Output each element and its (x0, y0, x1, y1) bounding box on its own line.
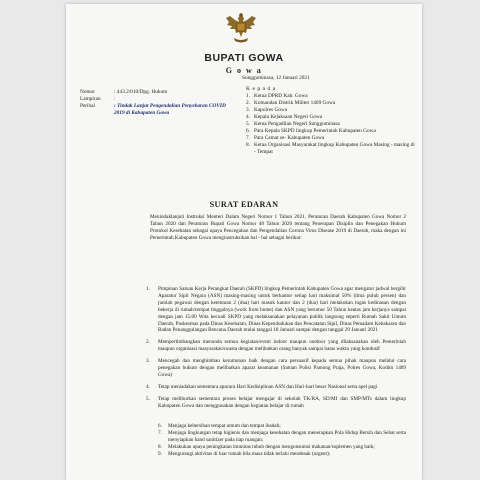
place-name: G o w a (225, 66, 263, 75)
item-number: 3. (146, 358, 150, 365)
item-text: Tetap meliburkan sementara proses belajar mengajar di sekolah TK/RA, SD/MI dan SMP/MTs dalam lingkup Kabupaten Gowa dan menggunakan dengan kegiatan belajar di rumah (158, 395, 406, 409)
item-number: 9. (158, 450, 162, 457)
garuda-emblem-icon (224, 10, 258, 46)
lampiran-label: Lampiran (80, 96, 101, 102)
list-item (246, 135, 416, 142)
list-item (146, 396, 406, 410)
recipient-name: Ketua Pengadilan Negeri Sungguminasa (254, 121, 340, 127)
recipient-number: 5. (246, 121, 250, 127)
letter-meta (80, 89, 230, 117)
intro-paragraph: Menindaklanjuti Instruksi Menteri Dalam Negeri Nomor 1 Tahun 2021, Peraturan Daerah Kabupaten Gowa Nomor 2 Tahun 2020 dan Peraturan Bupati Gowa Nomor 48 Tahun 2020 tentang Penerapan Disiplin dan Penegakan Hukum Protokol Kesehatan sebagai upaya Pencegahan dan Pengendalian Corona Virus Disease 2019 di Daerah, maka dengan ini Pemerintah Kabupaten Gowa menginstruksikan hal - hal sebagai berikut: (150, 214, 406, 241)
recipient-name: Para Camat se- Kabupaten Gowa (254, 135, 325, 141)
list-item (246, 100, 416, 107)
list-item (246, 142, 416, 156)
recipient-number: 1. (246, 93, 250, 99)
list-item (146, 286, 406, 334)
recipient-name: Komandan Distrik Militer 1409 Gowa (254, 100, 336, 106)
perihal-row (80, 103, 230, 117)
health-measures-list (158, 423, 406, 458)
list-item (158, 430, 406, 444)
recipient-list (246, 93, 416, 156)
perihal-value: : Tindak Lanjut Pengendalian Penyebaran COVID 2019 di Kabupaten Gowa (114, 103, 226, 116)
lampiran-value: : (114, 96, 116, 102)
list-item (246, 121, 416, 128)
recipient-number: 3. (246, 107, 250, 113)
item-number: 5. (146, 395, 150, 402)
recipient-number: 6. (246, 128, 250, 134)
item-number: 4. (146, 383, 150, 390)
recipient-name: Kepala Kejaksaan Negeri Gowa (254, 114, 323, 120)
item-text: Tetap meniadakan sementara apacara Hari Kedisiplinan ASN dan Hari-hari besar Nasional serta apel pagi (158, 383, 378, 390)
item-text: Mempertimbangkan menunda semua kegiatan/event indoor maupun outdoor yang dilaksanakan oleh Pemerintah maupun organisasi masyarakat/swasta dengan melibatkan orang banyak sampai batas waktu yang kondusif (158, 339, 406, 353)
list-item (146, 358, 406, 379)
letter-page (66, 4, 422, 480)
item-number: 7. (158, 429, 162, 436)
nomor-label: Nomor (80, 89, 96, 95)
list-item (158, 423, 406, 430)
recipient-name: Ketua DPRD Kab. Gowa (254, 93, 308, 99)
authority-title: BUPATI GOWA (204, 52, 284, 64)
recipient-name: Para Kepala SKPD lingkup Pemerintah Kabupaten Gowa (254, 128, 376, 134)
list-item (146, 339, 406, 353)
letter-date: Sungguminasa, 12 Januari 2021 (242, 75, 310, 81)
list-item (158, 444, 406, 451)
item-number: 6. (158, 423, 162, 429)
item-text: Melakukan upaya peningkatan imunitas tubuh dengan mengonsumsi makanan/suplemen yang baik; (168, 443, 375, 450)
recipient-name: Ketua Organisasi Masyarakat lingkup Kabupaten Gowa Masing - masing di - Tempat (254, 142, 415, 155)
document-title: SURAT EDARAN (209, 200, 279, 209)
perihal-label: Perihal (80, 103, 96, 109)
list-item (146, 384, 406, 391)
recipient-number: 7. (246, 135, 250, 141)
nomor-value: : 443.2/010/Dpg. Hukum (114, 89, 168, 95)
item-text: Pimpinan Satuan Kerja Perangkat Daerah (SKPD) lingkup Pemerintah Kabupaten Gowa agar mengatur jadwal bergilir Aparatur Sipil Negara (ASN) masing-masing untuk berkantor setiap hari maksimal 50% (lima puluh persen) dan jumlah pegawai dengan ketentuan 2 (dua) hari masuk kantor dan 2 (dua) hari melakukan tugas kedinasan dengan bekerja di rumah/tempat tinggalnya (work from home) dan ASN yang berumur 50 Tahun keatas jam kerjanya sampai dengan jam 15:00 Wita kecuali SKPD yang melaksanakan pelayanan publik langsung seperti Rumah Sakit Umum Daerah, Puskesmas pada Dinas Kesehatan, Dinas Kependudukan dan Pencatatan Sipil, Dinas Pemadam Kebakaran dan Badan Penanggulangan Bencana Daerah mulai tanggal 18 Januari sampai dengan tanggal 29 Januari 2021 (158, 286, 406, 334)
recipient-number: 2. (246, 100, 250, 106)
item-number: 8. (158, 443, 162, 450)
item-text: Menjaga kebersihan tempat umum dan tempat ibadah; (168, 423, 281, 429)
instruction-list (146, 286, 406, 415)
recipient-number: 8. (246, 142, 250, 148)
nomor-row (80, 89, 230, 96)
recipient-name: Kapolres Gowa (254, 107, 288, 113)
lampiran-row (80, 96, 230, 103)
list-item (246, 107, 416, 114)
list-item (246, 114, 416, 121)
item-number: 1. (146, 286, 150, 292)
list-item (246, 93, 416, 100)
recipient-number: 4. (246, 114, 250, 120)
item-number: 2. (146, 339, 150, 346)
kepada-label: K e p a d a (246, 86, 276, 92)
item-text: Menjaga lingkungan tetap higienis dan menjaga kesehatan dengan menerapkan Pola Hidup Bersih dan Sehat serta menyiapkan hand sanitizer pada tiap ruangan; (168, 429, 406, 443)
item-text: Mencegah dan menghimbau kerumunan baik dengan cara persuasif kepada semua pihak maupun melalui cara penegakan hukum dengan melibatkan aparat keamanan (Satuan Polisi Pamong Praja, Polres Gowa, Kodim 1409 Gowa) (158, 358, 406, 378)
list-item (246, 128, 416, 135)
item-text: Mengurangi aktivitas di luar rumah bila masa tidak terlalu mendesak (urgent); (168, 450, 331, 457)
list-item (158, 451, 406, 458)
